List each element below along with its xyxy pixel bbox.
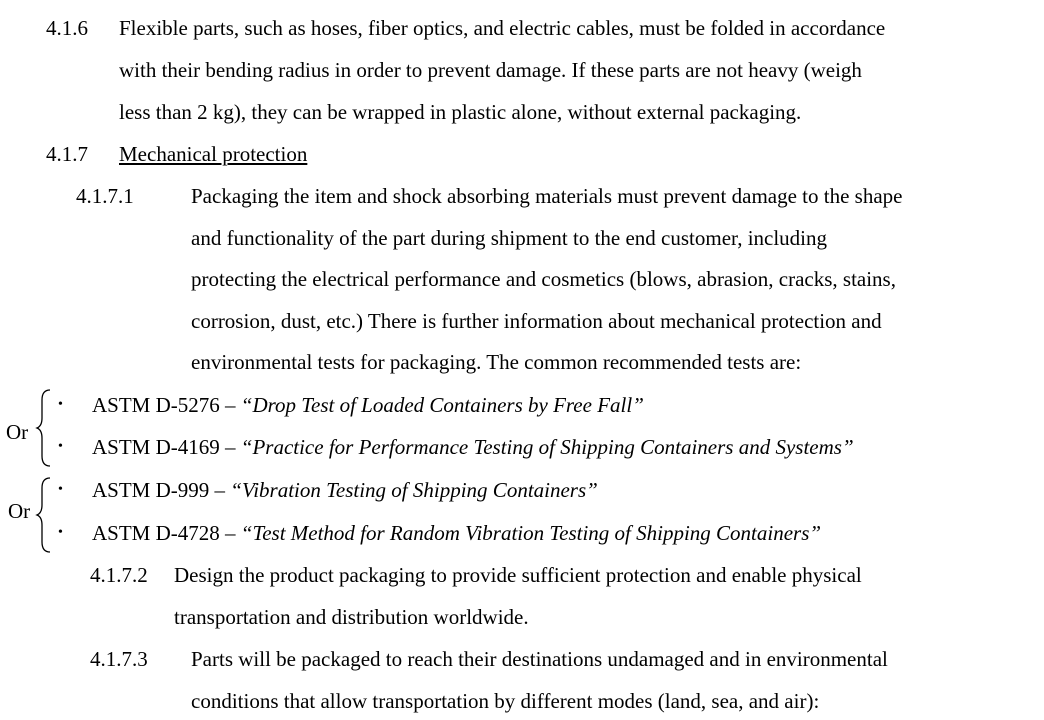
section-4-1-7-number: 4.1.7 bbox=[46, 142, 88, 166]
brace-group-1 bbox=[36, 388, 56, 468]
section-4-1-7-1-text-line-3: protecting the electrical performance and cosmetics (blows, abrasion, cracks, stains, bbox=[191, 267, 896, 291]
section-4-1-7-1-text-line-5: environmental tests for packaging. The common recommended tests are: bbox=[191, 350, 802, 374]
bullet-icon: • bbox=[58, 482, 63, 497]
section-4-1-6-text-line-2: with their bending radius in order to prevent damage. If these parts are not heavy (weigh bbox=[119, 58, 862, 82]
section-4-1-6-number: 4.1.6 bbox=[46, 16, 88, 40]
section-4-1-7-2-text-line-1: Design the product packaging to provide sufficient protection and enable physical bbox=[174, 563, 862, 587]
test-title: “Practice for Performance Testing of Shipping Containers and Systems” bbox=[240, 435, 854, 459]
test-title: “Vibration Testing of Shipping Containers” bbox=[230, 478, 598, 502]
test-title: “Drop Test of Loaded Containers by Free Fall” bbox=[240, 393, 644, 417]
section-4-1-6-text-line-3: less than 2 kg), they can be wrapped in plastic alone, without external packaging. bbox=[119, 100, 802, 124]
section-4-1-7-1-text-line-4: corrosion, dust, etc.) There is further information about mechanical protection and bbox=[191, 309, 882, 333]
bullet-icon: • bbox=[58, 397, 63, 412]
or-label-group-2: Or bbox=[8, 499, 31, 523]
section-4-1-7-heading: Mechanical protection bbox=[119, 142, 308, 166]
test-item-d5276 bbox=[92, 393, 644, 417]
test-code: ASTM D-4728 – bbox=[92, 521, 241, 545]
test-item-d4728 bbox=[92, 521, 821, 545]
section-4-1-7-3-text-line-2: conditions that allow transportation by different modes (land, sea, and air): bbox=[191, 689, 820, 713]
test-item-d4169 bbox=[92, 435, 854, 459]
section-4-1-7-3-number: 4.1.7.3 bbox=[90, 647, 148, 671]
test-code: ASTM D-999 – bbox=[92, 478, 231, 502]
section-4-1-7-3-text-line-1: Parts will be packaged to reach their destinations undamaged and in environmental bbox=[191, 647, 888, 671]
section-4-1-6-text-line-1: Flexible parts, such as hoses, fiber optics, and electric cables, must be folded in accordance bbox=[119, 16, 886, 40]
bullet-icon: • bbox=[58, 439, 63, 454]
section-4-1-7-1-text-line-1: Packaging the item and shock absorbing materials must prevent damage to the shape bbox=[191, 184, 903, 208]
section-4-1-7-2-number: 4.1.7.2 bbox=[90, 563, 148, 587]
section-4-1-7-1-text-line-2: and functionality of the part during shipment to the end customer, including bbox=[191, 226, 828, 250]
test-title: “Test Method for Random Vibration Testing of Shipping Containers” bbox=[240, 521, 822, 545]
section-4-1-7-1-number: 4.1.7.1 bbox=[76, 184, 134, 208]
test-code: ASTM D-5276 – bbox=[92, 393, 241, 417]
brace-group-2 bbox=[36, 476, 56, 554]
section-4-1-7-2-text-line-2: transportation and distribution worldwide. bbox=[174, 605, 529, 629]
test-code: ASTM D-4169 – bbox=[92, 435, 241, 459]
or-label-group-1: Or bbox=[6, 420, 29, 444]
test-item-d999 bbox=[92, 478, 598, 502]
bullet-icon: • bbox=[58, 525, 63, 540]
